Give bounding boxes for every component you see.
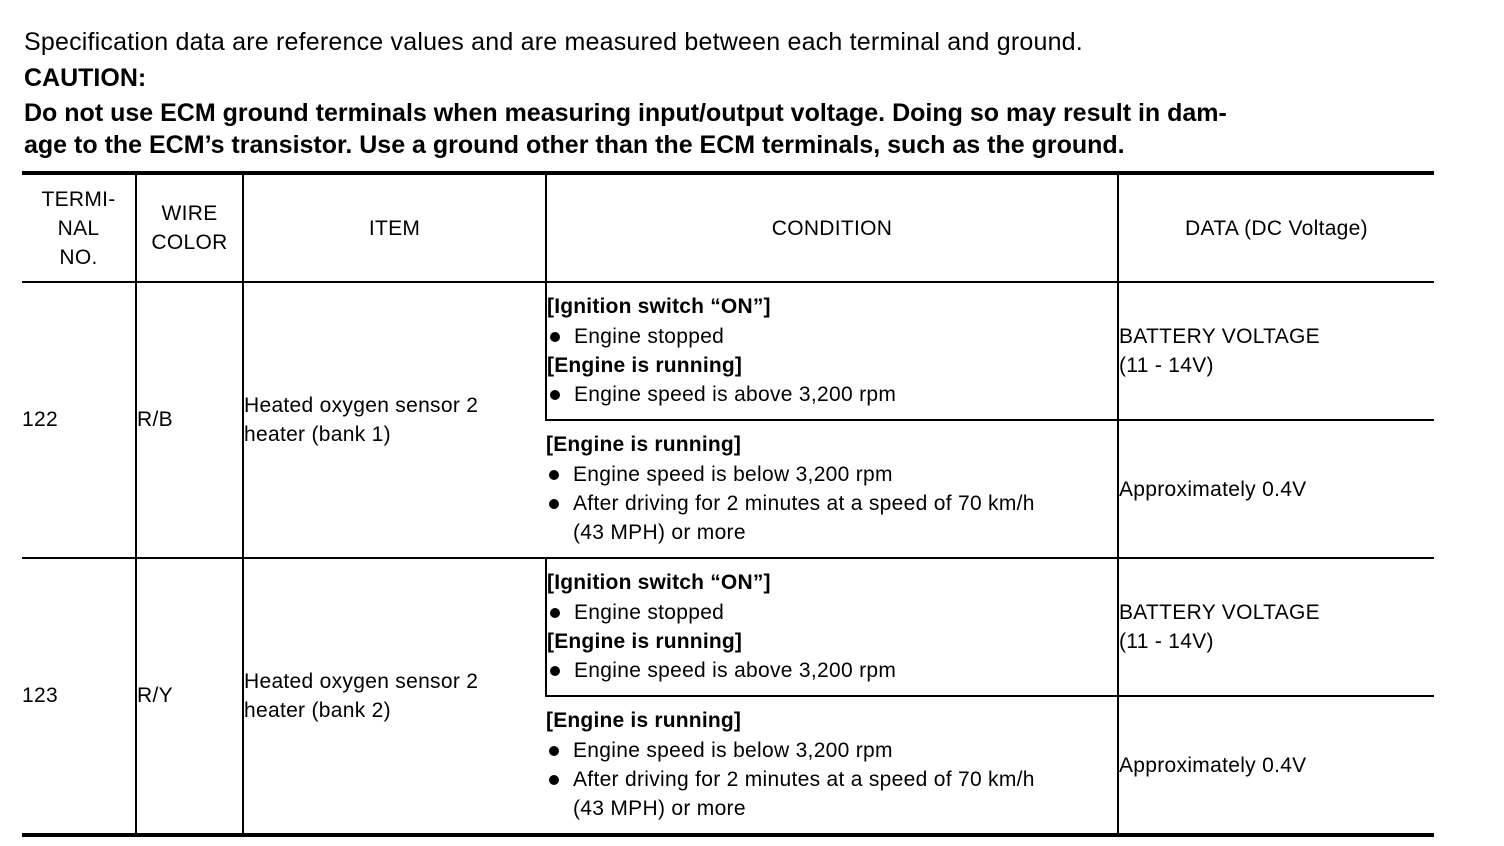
bullet-dot-icon (549, 499, 559, 509)
condition-cell (546, 696, 1118, 835)
condition-heading: [Engine is running] (547, 630, 743, 653)
bullet-dot-icon (549, 470, 559, 480)
data-value: (11 - 14V) (1119, 354, 1214, 377)
terminal-number: 123 (22, 558, 136, 835)
terminal-spec-table (22, 171, 1434, 837)
table-row (22, 558, 1434, 696)
item-description (243, 558, 546, 835)
caution-line-1: Do not use ECM ground terminals when measuring input/output voltage. Doing so may result in dam- (24, 99, 1227, 127)
table-body (22, 282, 1434, 835)
condition-continuation: (43 MPH) or more (573, 797, 746, 821)
bullet-dot-icon (550, 608, 560, 618)
condition-heading: [Engine is running] (546, 433, 742, 457)
table-header-row (22, 173, 1434, 282)
bullet-dot-icon (549, 775, 559, 785)
item-line: Heated oxygen sensor 2 (244, 394, 479, 417)
data-value: Approximately 0.4V (1119, 753, 1307, 777)
condition-heading: [Ignition switch “ON”] (547, 295, 771, 319)
table-row (22, 282, 1434, 420)
condition-text: Engine speed is above 3,200 rpm (574, 659, 897, 683)
condition-text: Engine stopped (574, 324, 725, 348)
data-value-cell (1118, 420, 1434, 558)
wire-color: R/B (136, 282, 243, 558)
condition-heading: [Ignition switch “ON”] (547, 571, 771, 595)
header-terminal-no: TERMI- NAL NO. (22, 173, 136, 282)
item-line: Heated oxygen sensor 2 (244, 670, 479, 693)
condition-bullet (546, 765, 1117, 794)
item-line: heater (bank 2) (244, 699, 391, 722)
condition-text: After driving for 2 minutes at a speed of 70 km/h (573, 492, 1035, 515)
bullet-dot-icon (549, 746, 559, 756)
condition-cell (546, 558, 1118, 696)
data-value: BATTERY VOLTAGE (1119, 601, 1320, 624)
condition-text: Engine speed is below 3,200 rpm (573, 738, 893, 762)
header-condition: CONDITION (546, 173, 1118, 282)
data-value-cell (1118, 558, 1434, 696)
header-data: DATA (DC Voltage) (1118, 173, 1434, 282)
caution-heading: CAUTION: (24, 64, 147, 92)
condition-cell (546, 282, 1118, 420)
bullet-dot-icon (550, 390, 560, 400)
data-value: Approximately 0.4V (1119, 477, 1307, 501)
intro-text: Specification data are reference values and are measured between each terminal and ground. (24, 28, 1083, 56)
bullet-dot-icon (550, 666, 560, 676)
condition-bullet (546, 489, 1117, 518)
condition-text: Engine speed is above 3,200 rpm (574, 383, 897, 407)
caution-line-2: age to the ECM’s transistor. Use a ground other than the ECM terminals, such as the ground. (24, 131, 1125, 159)
condition-bullet (547, 656, 1117, 685)
item-line: heater (bank 1) (244, 423, 391, 446)
condition-heading: [Engine is running] (546, 709, 742, 733)
data-value-cell (1118, 696, 1434, 835)
wire-color: R/Y (136, 558, 243, 835)
caution-text (24, 97, 1444, 161)
condition-bullet (546, 736, 1117, 765)
condition-heading: [Engine is running] (547, 354, 743, 377)
condition-text: After driving for 2 minutes at a speed of 70 km/h (573, 768, 1035, 791)
condition-bullet (547, 380, 1117, 409)
data-value: BATTERY VOLTAGE (1119, 325, 1320, 348)
header-item: ITEM (243, 173, 546, 282)
condition-cell (546, 420, 1118, 558)
header-wire-color: WIRE COLOR (136, 173, 243, 282)
condition-bullet (547, 322, 1117, 351)
data-value-cell (1118, 282, 1434, 420)
condition-bullet (547, 598, 1117, 627)
bullet-dot-icon (550, 332, 560, 342)
item-description (243, 282, 546, 558)
condition-text: Engine stopped (574, 600, 725, 624)
terminal-number: 122 (22, 408, 58, 431)
condition-bullet (546, 460, 1117, 489)
condition-text: Engine speed is below 3,200 rpm (573, 462, 893, 486)
condition-continuation: (43 MPH) or more (573, 521, 746, 545)
data-value: (11 - 14V) (1119, 630, 1214, 653)
